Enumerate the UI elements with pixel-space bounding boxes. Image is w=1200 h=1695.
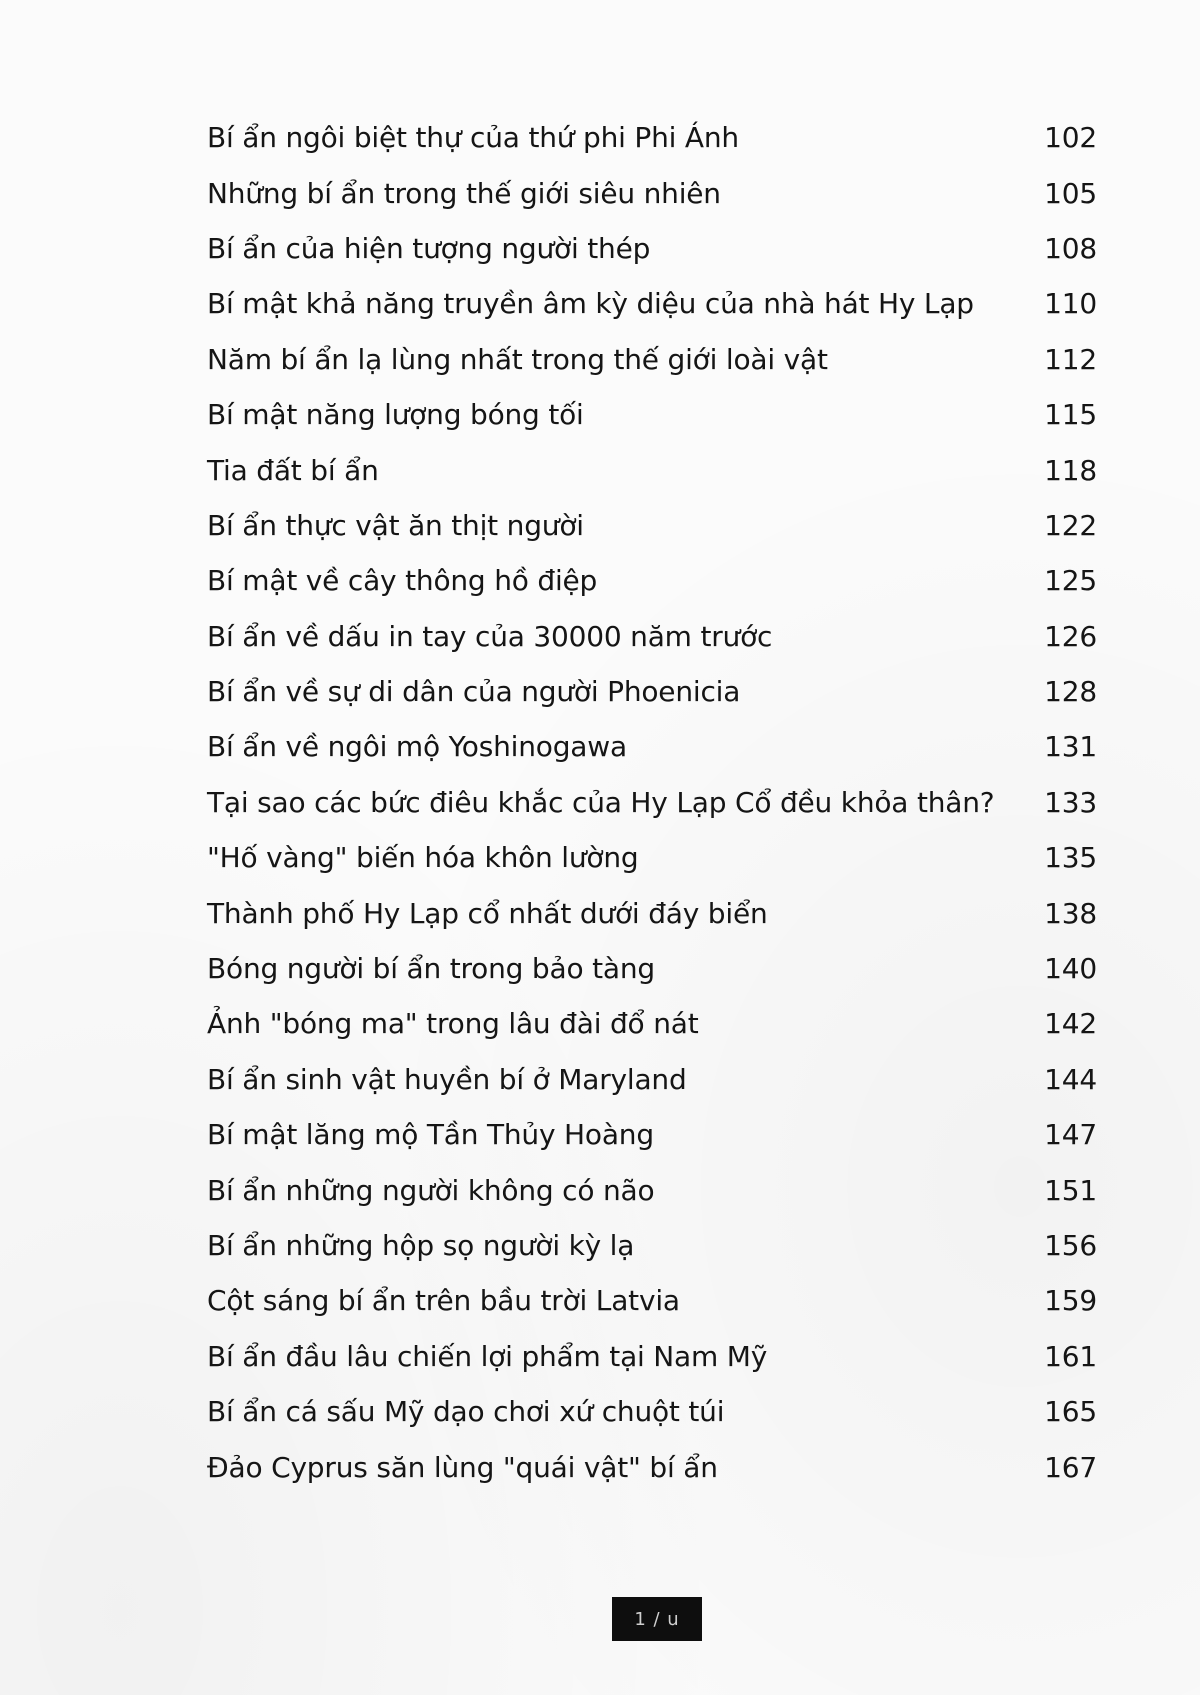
toc-entry-title: Cột sáng bí ẩn trên bầu trời Latvia [207, 1284, 680, 1318]
toc-entry[interactable] [207, 387, 1097, 442]
toc-entry[interactable] [207, 1162, 1097, 1217]
toc-entry-title: Thành phố Hy Lạp cổ nhất dưới đáy biển [207, 896, 768, 930]
toc-entry-title: Bí mật năng lượng bóng tối [207, 398, 584, 432]
table-of-contents [207, 110, 1097, 1495]
toc-entry-page: 125 [1044, 564, 1097, 598]
toc-entry-title: Bí ẩn ngôi biệt thự của thứ phi Phi Ánh [207, 121, 739, 155]
toc-entry-page: 161 [1044, 1339, 1097, 1373]
toc-entry-page: 128 [1044, 675, 1097, 709]
toc-entry-title: Năm bí ẩn lạ lùng nhất trong thế giới loài vật [207, 342, 828, 376]
toc-entry-page: 105 [1044, 176, 1097, 210]
toc-entry-page: 135 [1044, 841, 1097, 875]
page-number-text: 1 / u [634, 1608, 680, 1630]
toc-entry[interactable] [207, 1218, 1097, 1273]
toc-entry[interactable] [207, 1439, 1097, 1494]
toc-entry[interactable] [207, 221, 1097, 276]
toc-entry-title: Bí ẩn đầu lâu chiến lợi phẩm tại Nam Mỹ [207, 1339, 768, 1373]
toc-entry-page: 159 [1044, 1284, 1097, 1318]
toc-entry-title: Bí ẩn sinh vật huyền bí ở Maryland [207, 1062, 687, 1096]
toc-entry-title: Bóng người bí ẩn trong bảo tàng [207, 952, 655, 986]
toc-entry[interactable] [207, 941, 1097, 996]
toc-entry[interactable] [207, 885, 1097, 940]
toc-entry-page: 156 [1044, 1229, 1097, 1262]
toc-entry-title: Bí mật khả năng truyền âm kỳ diệu của nhà hát Hy Lạp [207, 287, 974, 321]
toc-entry[interactable] [207, 609, 1097, 664]
toc-entry[interactable] [207, 719, 1097, 774]
toc-entry-page: 115 [1044, 398, 1097, 432]
toc-entry-title: Ảnh "bóng ma" trong lâu đài đổ nát [207, 1007, 699, 1041]
toc-entry-page: 140 [1044, 952, 1097, 986]
page-number-badge [612, 1597, 702, 1641]
toc-entry-page: 167 [1044, 1450, 1097, 1484]
toc-entry[interactable] [207, 1107, 1097, 1162]
toc-entry[interactable] [207, 332, 1097, 387]
toc-entry-title: Bí ẩn về sự di dân của người Phoenicia [207, 675, 741, 709]
toc-entry-title: "Hố vàng" biến hóa khôn lường [207, 841, 639, 875]
toc-entry-title: Tia đất bí ẩn [207, 453, 379, 487]
toc-entry[interactable] [207, 553, 1097, 608]
toc-entry-title: Tại sao các bức điêu khắc của Hy Lạp Cổ đều khỏa thân? [207, 785, 995, 819]
toc-entry-page: 118 [1044, 453, 1097, 487]
toc-entry-title: Bí ẩn những hộp sọ người kỳ lạ [207, 1229, 635, 1262]
toc-entry[interactable] [207, 664, 1097, 719]
toc-entry-page: 138 [1044, 896, 1097, 930]
toc-entry[interactable] [207, 996, 1097, 1051]
toc-entry-title: Bí ẩn cá sấu Mỹ dạo chơi xứ chuột túi [207, 1395, 725, 1429]
toc-entry-title: Bí mật lăng mộ Tần Thủy Hoàng [207, 1118, 654, 1152]
toc-entry[interactable] [207, 442, 1097, 497]
toc-entry[interactable] [207, 1329, 1097, 1384]
toc-entry[interactable] [207, 1273, 1097, 1328]
toc-entry-title: Đảo Cyprus săn lùng "quái vật" bí ẩn [207, 1450, 718, 1484]
toc-entry-page: 122 [1044, 508, 1097, 542]
toc-entry-title: Bí ẩn những người không có não [207, 1173, 655, 1207]
toc-entry-page: 144 [1044, 1062, 1097, 1096]
toc-entry-page: 151 [1044, 1173, 1097, 1207]
toc-entry-title: Bí mật về cây thông hồ điệp [207, 564, 598, 598]
toc-entry-page: 147 [1044, 1118, 1097, 1152]
toc-entry-page: 126 [1044, 619, 1097, 653]
toc-entry-page: 165 [1044, 1395, 1097, 1429]
toc-entry[interactable] [207, 1384, 1097, 1439]
toc-entry-page: 131 [1044, 730, 1097, 764]
toc-entry[interactable] [207, 110, 1097, 165]
toc-entry-page: 112 [1044, 342, 1097, 376]
toc-entry-page: 133 [1044, 785, 1097, 819]
toc-entry-page: 110 [1044, 287, 1097, 321]
toc-entry[interactable] [207, 498, 1097, 553]
toc-entry[interactable] [207, 830, 1097, 885]
toc-entry-page: 108 [1044, 231, 1097, 265]
toc-entry-title: Bí ẩn của hiện tượng người thép [207, 231, 651, 265]
toc-entry[interactable] [207, 1052, 1097, 1107]
toc-entry[interactable] [207, 775, 1097, 830]
toc-entry-page: 102 [1044, 121, 1097, 155]
toc-entry-page: 142 [1044, 1007, 1097, 1041]
toc-entry[interactable] [207, 276, 1097, 331]
toc-entry-title: Bí ẩn về dấu in tay của 30000 năm trước [207, 619, 773, 653]
toc-entry-title: Bí ẩn thực vật ăn thịt người [207, 508, 584, 542]
toc-entry-title: Bí ẩn về ngôi mộ Yoshinogawa [207, 730, 627, 764]
toc-entry[interactable] [207, 165, 1097, 220]
toc-entry-title: Những bí ẩn trong thế giới siêu nhiên [207, 176, 721, 210]
